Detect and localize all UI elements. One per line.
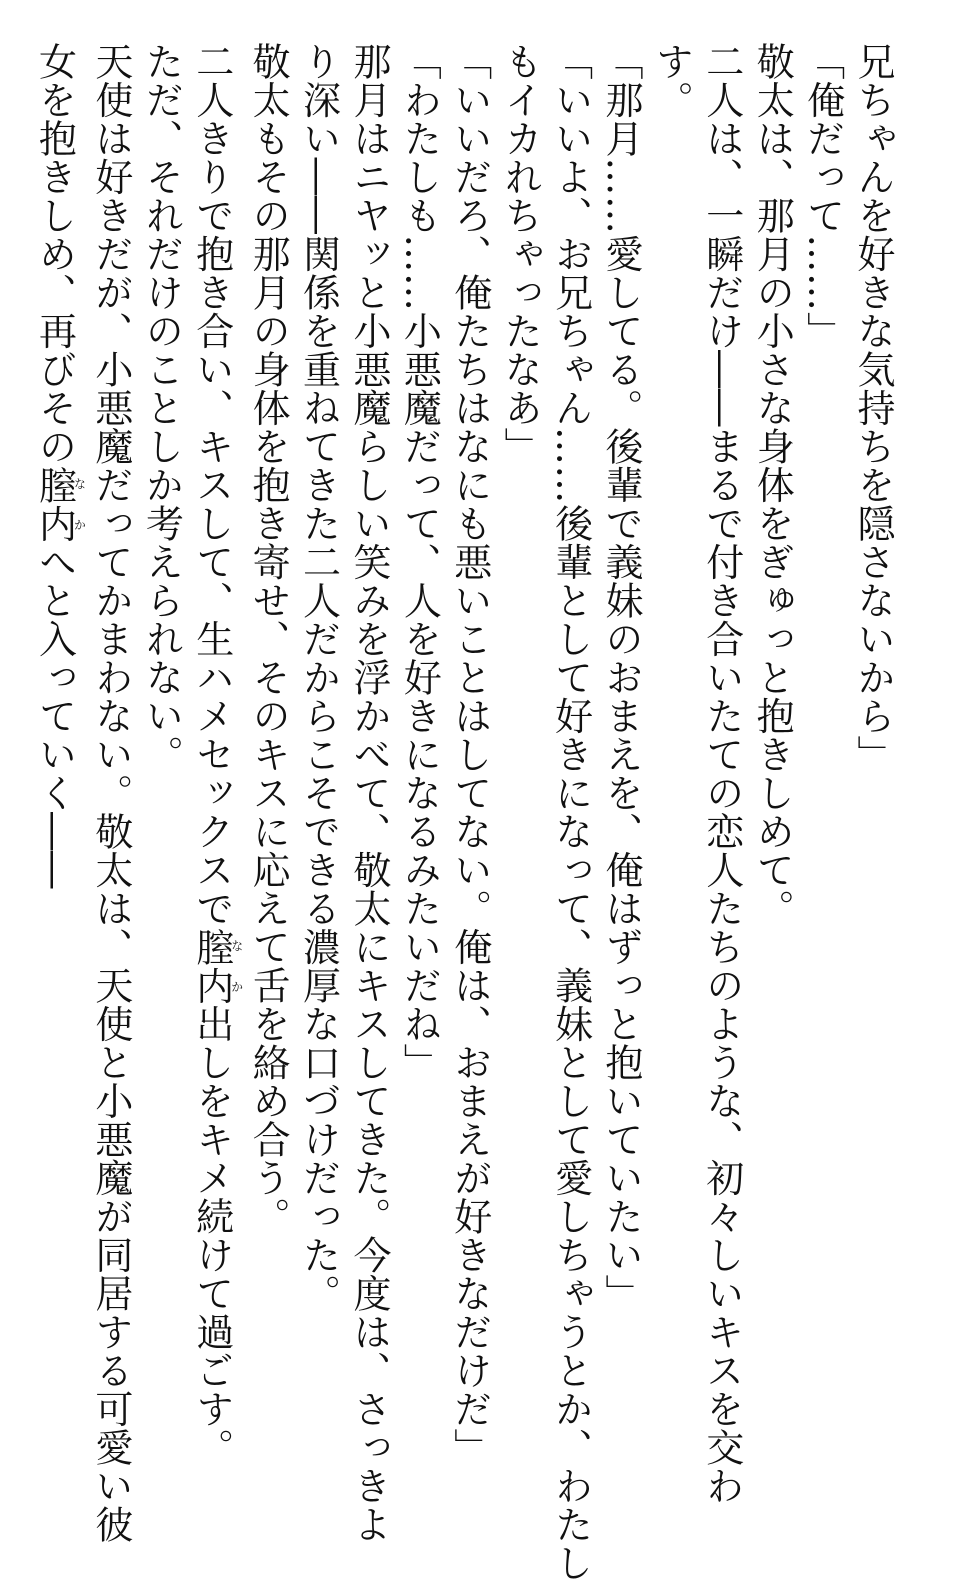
text-line-with-ruby	[29, 42, 85, 1252]
text-line: 敬太もその那月の身体を抱き寄せ、そのキスに応えて舌を絡め合う。	[246, 42, 291, 1236]
text-line: り深い――関係を重ねてきた二人だからこそできる濃厚な口づけだった。	[296, 42, 341, 1313]
ruby-base: 膣内	[189, 927, 234, 1005]
text-line: 「俺だって……」	[800, 42, 845, 350]
text-line: 兄ちゃんを好きな気持ちを隠さないから」	[851, 42, 895, 774]
ruby-annotation	[189, 927, 244, 1005]
text-line: 「いいよ、お兄ちゃん……後輩として好きになって、義妹として愛しちゃうとか、わたし	[548, 42, 593, 1582]
ruby-reading: なか	[229, 927, 244, 1005]
text-line: 「いいだろ、俺たちはなにも悪いことはしてない。俺は、おまえが好きなだけだ」	[447, 42, 492, 1467]
text-line: 那月はニヤッと小悪魔らしい笑みを浮かべて、敬太にキスしてきた。今度は、さっきよ	[346, 42, 391, 1544]
text-line: す。	[649, 42, 694, 119]
text-line: 「那月……愛してる。後輩で義妹のおまえを、俺はずっと抱いていたい」	[598, 42, 643, 1313]
ruby-base: 膣内	[32, 465, 77, 543]
text-line: もイカれちゃったなあ」	[498, 42, 543, 466]
text-segment: へと入っていく――	[32, 542, 77, 889]
text-line: 二人は、一瞬だけ――まるで付き合いたての恋人たちのような、初々しいキスを交わ	[699, 42, 744, 1505]
text-line: 天使は好きだが、小悪魔だってかまわない。敬太は、天使と小悪魔が同居する可愛い彼	[88, 42, 133, 1544]
vertical-text-body	[29, 42, 898, 1582]
ruby-annotation	[32, 465, 87, 543]
text-line-with-ruby	[186, 42, 244, 1467]
text-line: 「わたしも……小悪魔だって、人を好きになるみたいだね」	[397, 42, 442, 1082]
text-line: 敬太は、那月の小さな身体をぎゅっと抱きしめて。	[750, 42, 795, 928]
text-line: ただ、それだけのことしか考えられない。	[139, 42, 184, 774]
text-segment: 二人きりで抱き合い、キスして、生ハメセックスで	[189, 42, 234, 928]
text-segment: 女を抱きしめ、再びその	[32, 42, 77, 466]
ruby-reading: なか	[72, 465, 87, 543]
text-segment: 出しをキメ続けて過ごす。	[189, 1004, 234, 1467]
